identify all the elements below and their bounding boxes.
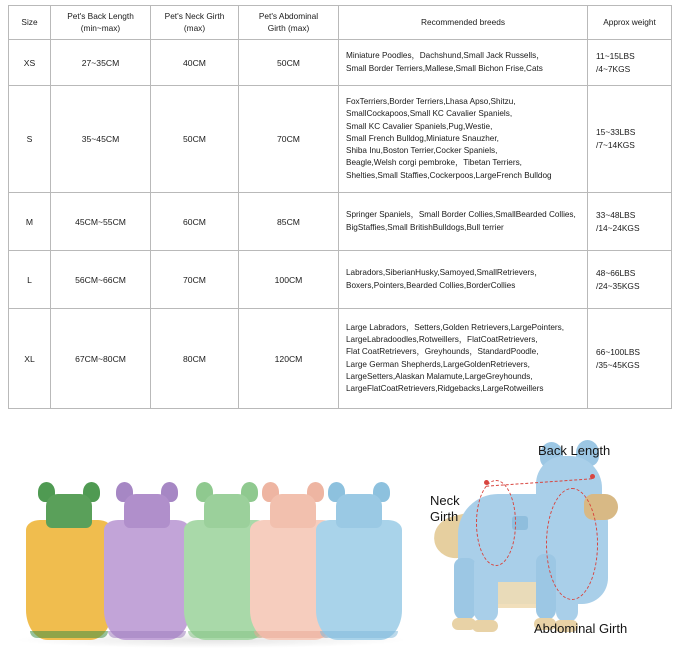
breeds-line: Flat CoatRetrievers，Greyhounds，StandardPoodle, — [346, 347, 539, 357]
table-body — [9, 40, 672, 409]
weight-line: /24~35KGS — [596, 280, 640, 291]
breeds-line: LargeLabradoodles,Rotweillers，FlatCoatRetrievers, — [346, 334, 538, 344]
breeds-line: Miniature Poodles，Dachshund,Small Jack Russells， — [346, 51, 545, 61]
table-row — [9, 309, 672, 409]
coat-hem — [30, 631, 108, 638]
cell-weight — [588, 251, 672, 309]
cell-neck-girth: 60CM — [151, 193, 239, 251]
cell-weight — [588, 86, 672, 193]
cell-neck-girth: 80CM — [151, 309, 239, 409]
measurement-diagram-photo — [424, 432, 671, 658]
cell-size: M — [9, 193, 51, 251]
breeds-line: Small KC Cavalier Spaniels,Pug,Westie, — [346, 121, 493, 131]
header-breeds — [339, 6, 588, 40]
cell-size: L — [9, 251, 51, 309]
breeds-line: Shiba Inu,Boston Terrier,Cocker Spaniels, — [346, 146, 498, 156]
header-weight — [588, 6, 672, 40]
neck-girth-curve — [476, 480, 516, 566]
cell-breeds — [339, 86, 588, 193]
header-back-length — [51, 6, 151, 40]
cell-neck-girth: 70CM — [151, 251, 239, 309]
cell-size: XL — [9, 309, 51, 409]
breeds-line: Small Border Terriers,Mallese,Small Bichon Frise,Cats — [346, 63, 543, 73]
blue-coat — [316, 520, 402, 640]
breeds-line: Large Labradors，Setters,Golden Retrievers,LargePointers, — [346, 322, 564, 332]
weight-line: 15~33LBS — [596, 127, 636, 138]
cell-breeds — [339, 309, 588, 409]
dog-paw — [472, 620, 498, 632]
weight-line: 66~100LBS — [596, 346, 641, 357]
cell-abdominal-girth: 120CM — [239, 309, 339, 409]
header-neck-line2: (max) — [183, 22, 206, 33]
coat-hem — [108, 631, 186, 638]
header-abdomen-line1: Pet's Abdominal — [258, 11, 319, 22]
header-neck-line1: Pet's Neck Girth — [164, 11, 225, 22]
yellow-coat — [26, 520, 112, 640]
breeds-line: Small French Bulldog,Miniature Snauzher, — [346, 133, 499, 143]
label-back-length: Back Length — [538, 443, 611, 458]
header-weight-label: Approx weight — [603, 16, 656, 27]
cell-abdominal-girth: 50CM — [239, 40, 339, 86]
product-photos — [0, 432, 679, 658]
cell-breeds — [339, 251, 588, 309]
cell-size: XS — [9, 40, 51, 86]
breeds-line: FoxTerriers,Border Terriers,Lhasa Apso,Shitzu, — [346, 96, 516, 106]
cell-breeds — [339, 40, 588, 86]
weight-line: 11~15LBS — [596, 50, 635, 61]
header-back-length-line2: (min~max) — [80, 22, 121, 33]
breeds-line: Labradors,SiberianHusky,Samoyed,SmallRetrievers， — [346, 268, 543, 278]
abdominal-girth-curve — [546, 488, 598, 600]
header-size — [9, 6, 51, 40]
label-neck-girth-line2: Girth — [430, 509, 459, 524]
breeds-line: LargeFlatCoatRetrievers,Ridgebacks,LargeRotweillers — [346, 384, 544, 394]
header-neck-girth — [151, 6, 239, 40]
header-abdomen-line2: Girth (max) — [267, 22, 310, 33]
cell-back-length: 45CM~55CM — [51, 193, 151, 251]
size-chart-table — [8, 5, 672, 409]
table-row — [9, 251, 672, 309]
cell-size: S — [9, 86, 51, 193]
weight-line: /4~7KGS — [596, 63, 631, 74]
cell-back-length: 67CM~80CM — [51, 309, 151, 409]
coat-collar — [204, 494, 250, 528]
weight-line: 33~48LBS — [596, 209, 636, 220]
breeds-line: LargeSetters,Alaskan Malamute,LargeGreyhounds, — [346, 371, 533, 381]
header-size-label: Size — [21, 16, 38, 27]
cell-weight — [588, 193, 672, 251]
purple-coat — [104, 520, 190, 640]
table-header-row — [9, 6, 672, 40]
coat-colors-photo — [8, 432, 418, 658]
weight-line: /7~14KGS — [596, 140, 635, 150]
cell-breeds — [339, 193, 588, 251]
table-row — [9, 40, 672, 86]
breeds-line: Beagle,Welsh corgi pembroke，Tibetan Terriers, — [346, 158, 522, 168]
label-abdominal-girth: Abdominal Girth — [534, 621, 628, 636]
breeds-line: Boxers,Pointers,Bearded Collies,BorderCollies — [346, 280, 516, 290]
breeds-line: BigStaffies,Small BritishBulldogs,Bull terrier — [346, 222, 504, 232]
weight-line: /35~45KGS — [596, 359, 640, 370]
table-row — [9, 193, 672, 251]
cell-back-length: 35~45CM — [51, 86, 151, 193]
weight-line: /14~24KGS — [596, 222, 640, 233]
cell-weight — [588, 40, 672, 86]
cell-abdominal-girth: 70CM — [239, 86, 339, 193]
header-abdominal-girth — [239, 6, 339, 40]
table-row — [9, 86, 672, 193]
coat-collar — [46, 494, 92, 528]
breeds-line: Springer Spaniels，Small Border Collies,SmallBearded Collies, — [346, 210, 576, 220]
breeds-line: SmallCockapoos,Small KC Cavalier Spaniels, — [346, 109, 513, 119]
cell-back-length: 27~35CM — [51, 40, 151, 86]
header-back-length-line1: Pet's Back Length — [67, 11, 134, 22]
breeds-line: Large German Shepherds,LargeGoldenRetrievers, — [346, 359, 530, 369]
breeds-line: Shelties,Small Staffies,Cockerpoos,LargeFrench Bulldog — [346, 170, 552, 180]
cell-abdominal-girth: 85CM — [239, 193, 339, 251]
cell-weight — [588, 309, 672, 409]
coat-collar — [270, 494, 316, 528]
back-length-end-dot — [590, 474, 595, 479]
cell-neck-girth: 40CM — [151, 40, 239, 86]
cell-neck-girth: 50CM — [151, 86, 239, 193]
label-neck-girth-line1: Neck — [430, 493, 460, 508]
coat-collar — [336, 494, 382, 528]
coat-collar — [124, 494, 170, 528]
header-breeds-label: Recommended breeds — [421, 16, 505, 27]
coat-hem — [320, 631, 398, 638]
table-header — [9, 6, 672, 40]
dog-leg-back-left — [454, 558, 476, 620]
weight-line: 48~66LBS — [596, 267, 636, 278]
cell-back-length: 56CM~66CM — [51, 251, 151, 309]
cell-abdominal-girth: 100CM — [239, 251, 339, 309]
